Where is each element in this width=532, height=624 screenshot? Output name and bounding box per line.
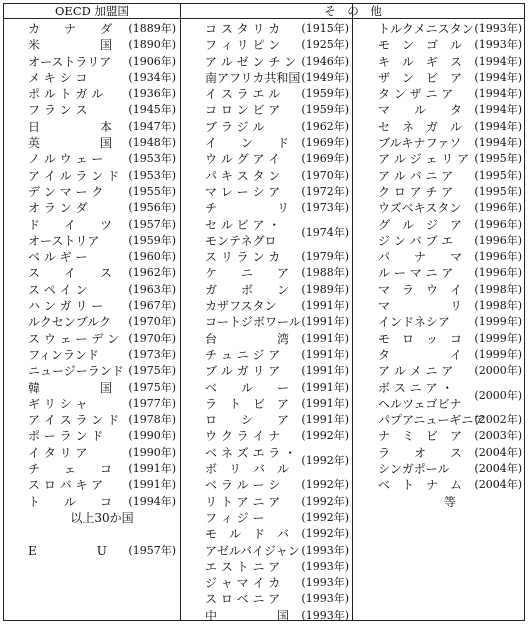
- other-country-row: [378, 461, 522, 477]
- other-country-row: [205, 314, 349, 330]
- oecd-country-row: [28, 119, 176, 135]
- join-year: (1996年): [474, 217, 522, 231]
- join-year: (2000年): [474, 388, 522, 402]
- join-year: (1962年): [301, 119, 349, 133]
- country-name: ウ ル グ ア イ: [205, 152, 281, 167]
- join-year: (1995年): [474, 168, 522, 182]
- other-country-row: [205, 331, 349, 347]
- oecd-country-row: [28, 445, 176, 461]
- country-name: アゼルバイジャン: [205, 543, 300, 558]
- join-year: (1960年): [128, 250, 176, 264]
- join-year: (1946年): [301, 54, 349, 68]
- oecd-country-row: [28, 151, 176, 167]
- country-name: ハ ン ガ リ ー: [28, 299, 104, 314]
- country-name: パ キ ス タ ン: [205, 168, 281, 183]
- oecd-country-row: [28, 135, 176, 151]
- join-year: (1996年): [474, 233, 522, 247]
- oecd-country-row: [28, 265, 176, 281]
- country-name: タ ン ザ ニ ア: [378, 87, 454, 102]
- join-year: (1975年): [128, 380, 176, 394]
- country-name: 南アフリカ共和国: [205, 70, 301, 85]
- country-name: リ ト ア ニ ア: [205, 494, 281, 509]
- country-name: ギ リ シ ャ: [28, 396, 88, 411]
- join-year: (1957年): [128, 543, 176, 557]
- other-country-row: [378, 331, 522, 347]
- join-year: (1953年): [128, 152, 176, 166]
- country-name: ロ シ ア: [205, 413, 290, 428]
- other-country-row: [378, 86, 522, 102]
- country-name: 韓 国: [28, 380, 113, 395]
- join-year: (1996年): [474, 266, 522, 280]
- other-country-row: [205, 396, 349, 412]
- country-name: ウ ク ラ イ ナ: [205, 429, 281, 444]
- country-name: マ リ: [378, 299, 463, 314]
- oecd-country-row: [28, 249, 176, 265]
- join-year: (1979年): [301, 250, 349, 264]
- join-year: (1988年): [301, 266, 349, 280]
- country-name: パプアニューギニア: [378, 413, 486, 428]
- join-year: (1974年): [301, 225, 349, 239]
- country-name: パ ナ マ: [378, 250, 463, 265]
- country-name: ケ ニ ア: [205, 266, 290, 281]
- country-name: 日 本: [28, 119, 113, 134]
- join-year: (1991年): [128, 478, 176, 492]
- country-name: ク ロ ア チ ア: [378, 184, 454, 199]
- join-year: (1998年): [474, 282, 522, 296]
- other-country-row: [205, 54, 349, 70]
- oecd-country-row: [28, 70, 176, 86]
- country-name: メ キ シ コ: [28, 70, 88, 85]
- join-year: (1992年): [301, 510, 349, 524]
- other-country-row: [378, 380, 522, 413]
- other-country-row: [378, 298, 522, 314]
- country-name: ジ ャ マ イ カ: [205, 576, 281, 591]
- country-name: チ ュ ニ ジ ア: [205, 347, 281, 362]
- oecd-country-row: [28, 396, 176, 412]
- other-country-row: [205, 591, 349, 607]
- join-year: (1936年): [128, 87, 176, 101]
- join-year: (1996年): [474, 250, 522, 264]
- country-name: イ タ リ ア: [28, 445, 88, 460]
- other-country-row: [378, 412, 522, 428]
- join-year: (1991年): [301, 315, 349, 329]
- other-country-row: [378, 314, 522, 330]
- join-year: (1994年): [474, 119, 522, 133]
- other-country-row: [205, 428, 349, 444]
- other-country-row: [378, 428, 522, 444]
- country-name: ス ロ ベ ニ ア: [205, 592, 281, 607]
- country-name: ブ ラ ジ ル: [205, 119, 265, 134]
- join-year: (1992年): [301, 527, 349, 541]
- other-header: そ の 他: [324, 4, 382, 18]
- join-year: (1934年): [128, 70, 176, 84]
- country-name: モ ル ド バ: [205, 527, 290, 542]
- country-name: ス ペ イ ン: [28, 282, 88, 297]
- country-name: ア ル バ ニ ア: [378, 168, 454, 183]
- country-name: ト ル コ: [28, 494, 113, 509]
- other-country-row: [378, 102, 522, 118]
- join-year: (1992年): [301, 429, 349, 443]
- join-year: (1993年): [301, 559, 349, 573]
- join-year: (1994年): [474, 54, 522, 68]
- join-year: (1953年): [128, 168, 176, 182]
- other-country-row: [378, 54, 522, 70]
- join-year: (1999年): [474, 331, 522, 345]
- other-country-row: [205, 151, 349, 167]
- other-country-row: [205, 608, 349, 624]
- other-country-row: [205, 184, 349, 200]
- join-year: (1949年): [301, 70, 349, 84]
- other-country-row: [205, 559, 349, 575]
- other-country-row: [378, 477, 522, 493]
- join-year: (1967年): [128, 299, 176, 313]
- oecd-country-row: [28, 461, 176, 477]
- oecd-country-row: [28, 380, 176, 396]
- other-country-row: [205, 21, 349, 37]
- join-year: (1993年): [301, 543, 349, 557]
- join-year: (1989年): [301, 282, 349, 296]
- join-year: (1977年): [128, 396, 176, 410]
- other-country-row: [378, 151, 522, 167]
- country-name: ポ ル ト ガ ル: [28, 87, 104, 102]
- country-name: 中 国: [205, 608, 290, 623]
- country-name: フ ィ リ ピ ン: [205, 38, 281, 53]
- oecd-country-row: [28, 494, 176, 510]
- oecd-country-row: [28, 184, 176, 200]
- join-year: (1991年): [301, 364, 349, 378]
- join-year: (1993年): [301, 592, 349, 606]
- join-year: (1991年): [301, 347, 349, 361]
- join-year: (1998年): [474, 299, 522, 313]
- other-country-row: [378, 135, 522, 151]
- oecd-country-row: [28, 314, 176, 330]
- oecd-country-row: [28, 21, 176, 37]
- country-name: カ ナ ダ: [28, 22, 113, 36]
- oecd-country-row: [28, 200, 176, 216]
- oecd-country-row: [28, 168, 176, 184]
- join-year: (2004年): [474, 478, 522, 492]
- oecd-country-row: [28, 54, 176, 70]
- join-year: (1996年): [474, 201, 522, 215]
- other-country-row: [205, 526, 349, 542]
- country-name: ベ ラ ル ー シ: [205, 478, 281, 493]
- country-name: ア イ ル ラ ン ド: [28, 168, 120, 183]
- join-year: (1925年): [301, 38, 349, 52]
- oecd-country-row: [28, 363, 176, 379]
- country-name: ス ロ バ キ ア: [28, 478, 104, 493]
- join-year: (1993年): [474, 38, 522, 52]
- country-name: コ ロ ン ビ ア: [205, 103, 281, 118]
- other-column-1: [205, 21, 349, 624]
- oecd-country-row: [28, 86, 176, 102]
- country-name: ナ ミ ビ ア: [378, 429, 463, 444]
- country-name: ベ ネ ズ エ ラ ・ ボ リ バ ル: [205, 445, 297, 477]
- country-name: フ ラ ン ス: [28, 103, 88, 118]
- country-name: ザ ン ビ ア: [378, 70, 463, 85]
- etc-note: 等: [443, 494, 456, 509]
- other-country-row: [378, 70, 522, 86]
- country-name: ラ オ ス: [378, 445, 463, 460]
- other-country-row: [378, 184, 522, 200]
- join-year: (1970年): [128, 331, 176, 345]
- join-year: (1915年): [301, 22, 349, 35]
- other-country-row: [205, 412, 349, 428]
- join-year: (1969年): [301, 152, 349, 166]
- other-country-row: [205, 477, 349, 493]
- country-name: インドネシア: [378, 315, 450, 330]
- oecd-country-row: [28, 412, 176, 428]
- join-year: (1990年): [128, 429, 176, 443]
- oecd-country-row: [28, 298, 176, 314]
- other-country-row: [205, 380, 349, 396]
- country-name: ノ ル ウ ェ ー: [28, 152, 104, 167]
- join-year: (1994年): [474, 103, 522, 117]
- join-year: (1991年): [301, 299, 349, 313]
- country-name: ラ ト ビ ア: [205, 396, 290, 411]
- join-year: (1969年): [301, 136, 349, 150]
- country-name: ベ ト ナ ム: [378, 478, 463, 493]
- country-name: エ ス ト ニ ア: [205, 559, 281, 574]
- eu-row: [28, 543, 176, 559]
- country-name: カザフスタン: [205, 299, 277, 314]
- other-country-row: [205, 265, 349, 281]
- oecd-header: OECD 加盟国: [55, 4, 129, 18]
- other-country-row: [378, 217, 522, 233]
- other-country-row: [378, 249, 522, 265]
- other-country-row: [205, 347, 349, 363]
- country-name: 台 湾: [205, 331, 290, 346]
- join-year: (1945年): [128, 103, 176, 117]
- country-name: チ リ: [205, 201, 290, 216]
- join-year: (1959年): [128, 233, 176, 247]
- oecd-country-row: [28, 217, 176, 233]
- join-year: (1999年): [474, 347, 522, 361]
- oecd-total-note: 以上30か国: [70, 510, 134, 525]
- other-country-row: [205, 494, 349, 510]
- join-year: (1959年): [301, 103, 349, 117]
- country-name: モ ロ ッ コ: [378, 331, 463, 346]
- country-name: ニュージーランド: [28, 364, 124, 379]
- join-year: (1994年): [474, 136, 522, 150]
- join-year: (1947年): [128, 119, 176, 133]
- country-name: ア ル ジ ェ リ ア: [378, 152, 470, 167]
- other-country-row: [205, 298, 349, 314]
- country-name: ウズベキスタン: [378, 201, 462, 216]
- join-year: (1970年): [301, 168, 349, 182]
- join-year: (1970年): [128, 315, 176, 329]
- country-name: ド イ ツ: [28, 217, 113, 232]
- country-name: ポ ー ラ ン ド: [28, 429, 104, 444]
- other-country-row: [205, 249, 349, 265]
- other-country-row: [378, 168, 522, 184]
- join-year: (1993年): [301, 608, 349, 622]
- join-year: (2003年): [474, 429, 522, 443]
- join-year: (1959年): [301, 87, 349, 101]
- column-divider: [180, 4, 181, 620]
- join-year: (2000年): [474, 364, 522, 378]
- other-country-row: [205, 70, 349, 86]
- country-name: イ ス ラ エ ル: [205, 87, 281, 102]
- other-country-row: [378, 445, 522, 461]
- country-name: ブルキナファソ: [378, 136, 462, 151]
- other-country-row: [378, 363, 522, 379]
- country-name: トルクメニスタン: [378, 22, 474, 36]
- country-name: ス ウ ェ ー デ ン: [28, 331, 120, 346]
- other-country-row: [205, 282, 349, 298]
- other-country-row: [205, 217, 349, 250]
- other-country-row: [205, 543, 349, 559]
- country-name: オーストリア: [28, 233, 100, 248]
- other-country-row: [378, 37, 522, 53]
- column-divider: [352, 4, 353, 620]
- oecd-country-row: [28, 477, 176, 493]
- country-name: セ ネ ガ ル: [378, 119, 463, 134]
- country-name: フ ィ ジ ー: [205, 510, 265, 525]
- join-year: (1889年): [128, 22, 176, 35]
- other-country-row: [205, 363, 349, 379]
- join-year: (1975年): [128, 364, 176, 378]
- country-name: ア ル ゼ ン チ ン: [205, 54, 297, 69]
- other-country-row: [378, 200, 522, 216]
- join-year: (1994年): [474, 70, 522, 84]
- join-year: (1948年): [128, 136, 176, 150]
- join-year: (1992年): [301, 494, 349, 508]
- other-country-row: [205, 168, 349, 184]
- join-year: (1990年): [128, 445, 176, 459]
- join-year: (1963年): [128, 282, 176, 296]
- join-year: (1994年): [474, 87, 522, 101]
- country-name: 英 国: [28, 136, 113, 151]
- join-year: (1993年): [474, 22, 522, 35]
- oecd-column: [28, 21, 176, 559]
- other-column-2: [378, 21, 522, 510]
- join-year: (1906年): [128, 54, 176, 68]
- country-name: オ ラ ン ダ: [28, 201, 88, 216]
- join-year: (1991年): [301, 380, 349, 394]
- country-name: キ ル ギ ス: [378, 54, 463, 69]
- country-name: デ ン マ ー ク: [28, 184, 104, 199]
- country-name: グ ル ジ ア: [378, 217, 463, 232]
- other-country-row: [378, 282, 522, 298]
- join-year: (1994年): [128, 494, 176, 508]
- country-name: チ ェ コ: [28, 462, 113, 477]
- join-year: (1991年): [301, 331, 349, 345]
- other-country-row: [205, 37, 349, 53]
- join-year: (2002年): [474, 413, 522, 427]
- join-year: (2004年): [474, 445, 522, 459]
- country-name: E U: [28, 543, 107, 558]
- country-name: ア ル メ ニ ア: [378, 364, 454, 379]
- join-year: (1995年): [474, 184, 522, 198]
- other-country-row: [205, 135, 349, 151]
- oecd-country-row: [28, 428, 176, 444]
- other-country-row: [378, 21, 522, 37]
- join-year: (2004年): [474, 462, 522, 476]
- oecd-country-row: [28, 347, 176, 363]
- other-country-row: [205, 200, 349, 216]
- country-name: ア イ ス ラ ン ド: [28, 413, 120, 428]
- country-name: マ レ ー シ ア: [205, 184, 281, 199]
- country-table: [3, 3, 525, 621]
- header-divider: [4, 18, 524, 19]
- oecd-country-row: [28, 102, 176, 118]
- other-country-row: [378, 233, 522, 249]
- other-country-row: [205, 102, 349, 118]
- country-name: ガ ボ ン: [205, 282, 290, 297]
- spacer: [28, 526, 176, 542]
- oecd-country-row: [28, 37, 176, 53]
- country-name: ボ ス ニ ア ・ ヘルツェゴビナ: [378, 380, 462, 411]
- country-name: ルクセンブルク: [28, 315, 112, 330]
- other-country-row: [378, 265, 522, 281]
- country-name: フィンランド: [28, 347, 100, 362]
- country-name: コートジボワール: [205, 315, 301, 330]
- country-name: ス イ ス: [28, 266, 113, 281]
- join-year: (1991年): [128, 462, 176, 476]
- oecd-country-row: [28, 331, 176, 347]
- join-year: (1993年): [301, 576, 349, 590]
- country-name: タ イ: [378, 347, 463, 362]
- country-name: ル ー マ ニ ア: [378, 266, 454, 281]
- join-year: (1992年): [301, 478, 349, 492]
- join-year: (1992年): [301, 453, 349, 467]
- join-year: (1991年): [301, 413, 349, 427]
- other-country-row: [205, 119, 349, 135]
- country-name: ス リ ラ ン カ: [205, 250, 281, 265]
- join-year: (1973年): [128, 347, 176, 361]
- country-name: マ ル タ: [378, 103, 463, 118]
- other-country-row: [378, 119, 522, 135]
- country-name: オーストラリア: [28, 54, 112, 69]
- country-name: コ ス タ リ カ: [205, 22, 281, 36]
- country-name: ブ ル ガ リ ア: [205, 364, 281, 379]
- country-name: イ ン ド: [205, 136, 290, 151]
- join-year: (1890年): [128, 38, 176, 52]
- country-name: モ ン ゴ ル: [378, 38, 463, 53]
- join-year: (1962年): [128, 266, 176, 280]
- join-year: (1995年): [474, 152, 522, 166]
- join-year: (1973年): [301, 201, 349, 215]
- other-country-row: [205, 510, 349, 526]
- country-name: シンガポール: [378, 462, 450, 477]
- join-year: (1972年): [301, 184, 349, 198]
- country-name: ジ ン バ ブ エ: [378, 233, 454, 248]
- join-year: (1991年): [301, 396, 349, 410]
- other-country-row: [205, 575, 349, 591]
- join-year: (1999年): [474, 315, 522, 329]
- other-country-row: [205, 445, 349, 478]
- country-name: 米 国: [28, 38, 113, 53]
- country-name: ベ ル ギ ー: [28, 250, 88, 265]
- oecd-country-row: [28, 233, 176, 249]
- country-name: セ ル ビ ア ・ モンテネグロ: [205, 217, 281, 248]
- country-name: マ ラ ウ イ: [378, 282, 463, 297]
- join-year: (1957年): [128, 217, 176, 231]
- join-year: (1978年): [128, 413, 176, 427]
- oecd-country-row: [28, 282, 176, 298]
- country-name: ベ ル ー: [205, 380, 290, 395]
- other-country-row: [205, 86, 349, 102]
- join-year: (1955年): [128, 184, 176, 198]
- other-country-row: [378, 347, 522, 363]
- join-year: (1956年): [128, 201, 176, 215]
